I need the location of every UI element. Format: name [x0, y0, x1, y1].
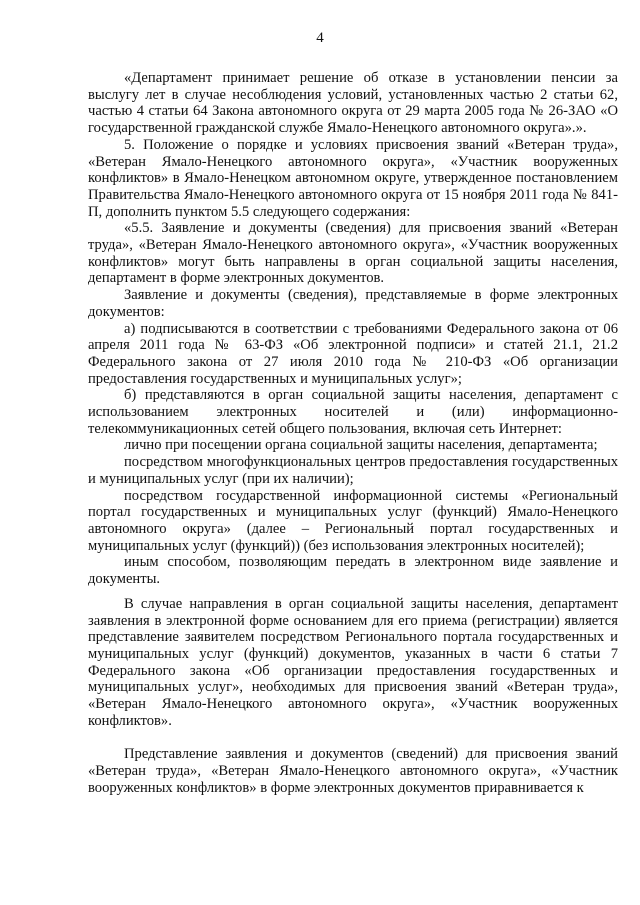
paragraph-subitem-a: а) подписываются в соответствии с требованиями Федерального закона от 06 апреля 2011 года № 63-ФЗ «Об электронной подписи» и статей 21.1, 21.2 Федерального закона от 27 июля 2010 года № 210-ФЗ «Об организации предоставления государственных и муниципальных услуг»;: [88, 320, 618, 387]
paragraph-electronic-submission: В случае направления в орган социальной защиты населения, департамент заявления в электронной форме основанием для его приема (регистрации) является представление заявителем посредством Регионального портала государственных и муниципальных услуг (функций) документов, указанных в части 6 статьи 7 Федерального закона «Об организации предоставления государственных и муниципальных услуг», необходимых для присвоения званий «Ветеран труда», «Ветеран Ямало-Ненецкого автономного округа», «Участник вооруженных конфликтов».: [88, 595, 618, 729]
paragraph-other-method: иным способом, позволяющим передать в электронном виде заявление и документы.: [88, 554, 618, 588]
paragraph-mfc: посредством многофункциональных центров предоставления государственных и муниципальных услуг (при их наличии);: [88, 454, 618, 487]
document-body: [88, 70, 618, 797]
page-number: 4: [316, 30, 324, 46]
paragraph-regional-portal: посредством государственной информационной системы «Региональный портал государственных и муниципальных услуг (функций) Ямало-Ненецкого автономного округа» (далее – Региональный портал государственных и муниципальных услуг (функций)) (без использования электронных носителей);: [88, 487, 618, 554]
paragraph-electronic-documents: Заявление и документы (сведения), представляемые в форме электронных документов:: [88, 287, 618, 320]
paragraph-item-5: 5. Положение о порядке и условиях присвоения званий «Ветеран труда», «Ветеран Ямало-Ненецкого автономного округа», «Участник вооруженных конфликтов» в Ямало-Ненецком автономном округе, утвержденное постановлением Правительства Ямало-Ненецкого автономного округа от 15 ноября 2011 года № 841-П, дополнить пунктом 5.5 следующего содержания:: [88, 136, 618, 220]
paragraph-in-person: лично при посещении органа социальной защиты населения, департамента;: [124, 437, 598, 454]
paragraph-equivalence: Представление заявления и документов (сведений) для присвоения званий «Ветеран труда», «Ветеран Ямало-Ненецкого автономного округа», «Участник вооруженных конфликтов» в форме электронных документов приравнивается к: [88, 746, 618, 796]
paragraph-item-5-5: «5.5. Заявление и документы (сведения) для присвоения званий «Ветеран труда», «Ветеран Ямало-Ненецкого автономного округа», «Участник вооруженных конфликтов» могут быть направлены в орган социальной защиты населения, департамент в форме электронных документов.: [88, 220, 618, 287]
paragraph-department-refusal: «Департамент принимает решение об отказе в установлении пенсии за выслугу лет в случае несоблюдения условий, установленных частью 2 статьи 62, частью 4 статьи 64 Закона автономного округа от 29 марта 2005 года № 26-ЗАО «О государственной гражданской службе Ямало-Ненецкого автономного округа».».: [88, 70, 618, 137]
paragraph-subitem-b: б) представляются в орган социальной защиты населения, департамент с использованием электронных носителей и (или) информационно-телекоммуникационных сетей общего пользования, включая сеть Интернет:: [88, 387, 618, 437]
